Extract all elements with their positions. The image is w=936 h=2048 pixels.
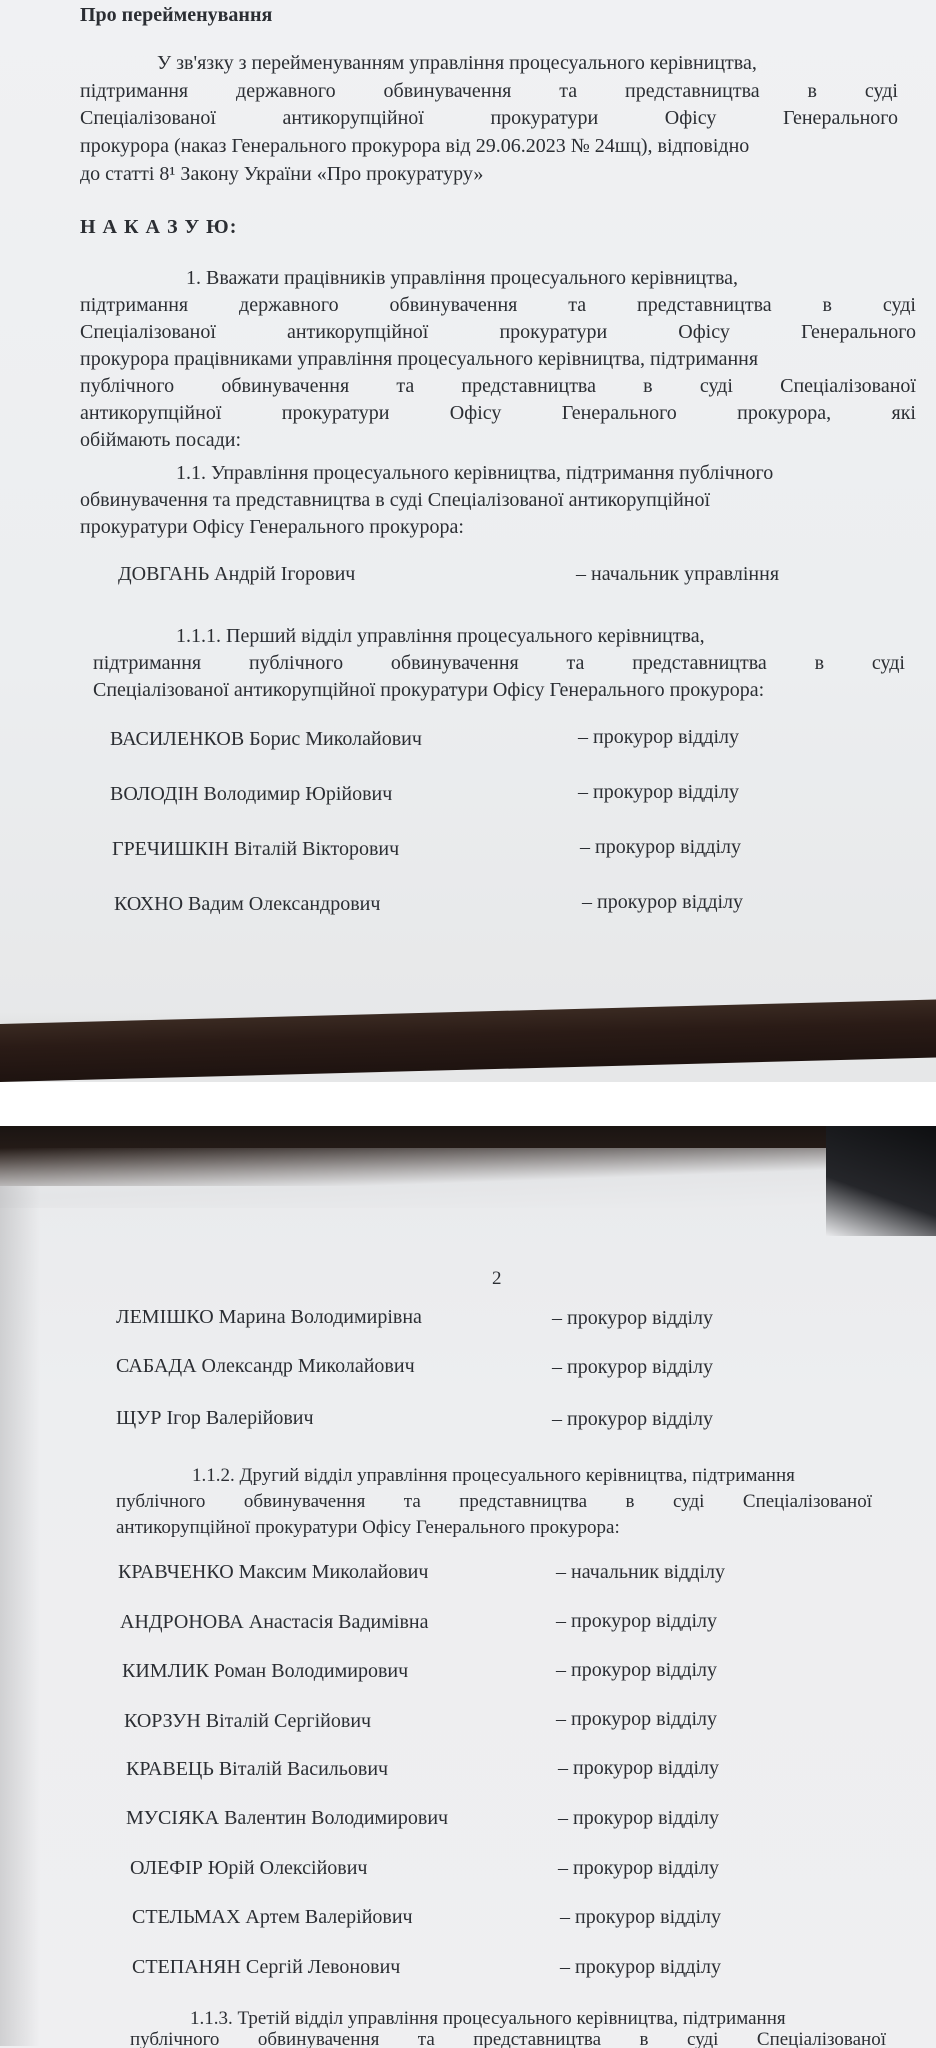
staff2-6-name: МУСІЯКА Валентин Володимирович — [126, 1807, 449, 1829]
staff2-2-position: – прокурор відділу — [556, 1610, 718, 1632]
order-heading: Про перейменування — [80, 4, 273, 26]
intro-line-2: підтримання державного обвинувачення та представництва в суді — [80, 80, 898, 102]
item-1-1-line-2: обвинувачення та представництва в суді Спеціалізованої антикорупційної — [80, 489, 711, 511]
item-1-1-1-line-1: 1.1.1. Перший відділ управління процесуального керівництва, — [176, 625, 705, 647]
item-1-line-7: обіймають посади: — [80, 429, 242, 451]
staff-4-name: КОХНО Вадим Олександрович — [114, 893, 381, 915]
staff2-7-position: – прокурор відділу — [558, 1857, 720, 1879]
item-1-1-2-line-3: антикорупційної прокуратури Офісу Генерального прокурора: — [116, 1517, 620, 1538]
staff2-9-position: – прокурор відділу — [560, 1956, 722, 1978]
document-photo-page-2 — [0, 1126, 936, 2048]
item-1-line-6: антикорупційної прокуратури Офісу Генерального прокурора, які — [80, 402, 916, 424]
background-dark-corner — [826, 1126, 936, 1236]
staff2-4-name: КОРЗУН Віталій Сергійович — [124, 1710, 372, 1732]
order-word: Н А К А З У Ю: — [80, 216, 238, 238]
item-1-1-2-line-2: публічного обвинувачення та представництва в суді Спеціалізованої — [116, 1491, 872, 1512]
staff-2-name: ВОЛОДІН Володимир Юрійович — [110, 783, 393, 805]
item-1-1-2-line-1: 1.1.2. Другий відділ управління процесуального керівництва, підтримання — [192, 1465, 795, 1486]
staff-6-name: САБАДА Олександр Миколайович — [116, 1355, 415, 1377]
staff-3-name: ГРЕЧИШКІН Віталій Вікторович — [112, 838, 400, 860]
staff-4-position: – прокурор відділу — [582, 891, 744, 913]
staff2-8-name: СТЕЛЬМАХ Артем Валерійович — [132, 1906, 413, 1928]
page-number: 2 — [492, 1268, 502, 1289]
page-fold-shadow — [0, 1186, 40, 2046]
head-person-name: ДОВГАНЬ Андрій Ігорович — [118, 563, 356, 585]
item-1-line-5: публічного обвинувачення та представництва в суді Спеціалізованої — [80, 375, 916, 397]
staff-3-position: – прокурор відділу — [580, 836, 742, 858]
intro-line-5: до статті 8¹ Закону України «Про прокуратуру» — [80, 163, 484, 185]
item-1-1-line-3: прокуратури Офісу Генерального прокурора: — [80, 516, 464, 538]
staff-7-name: ЩУР Ігор Валерійович — [116, 1407, 314, 1429]
item-1-1-1-line-2: підтримання публічного обвинувачення та представництва в суді — [93, 652, 905, 674]
staff-7-position: – прокурор відділу — [552, 1408, 714, 1430]
item-1-line-4: прокурора працівниками управління процесуального керівництва, підтримання — [80, 348, 759, 370]
item-1-line-2: підтримання державного обвинувачення та представництва в суді — [80, 294, 916, 316]
photo-separator — [0, 1082, 936, 1126]
staff2-7-name: ОЛЕФІР Юрій Олексійович — [130, 1857, 368, 1879]
item-1-1-1-line-3: Спеціалізованої антикорупційної прокуратури Офісу Генерального прокурора: — [93, 679, 765, 701]
staff-1-name: ВАСИЛЕНКОВ Борис Миколайович — [110, 728, 422, 750]
intro-line-4: прокурора (наказ Генерального прокурора від 29.06.2023 № 24шц), відповідно — [80, 135, 750, 157]
staff-1-position: – прокурор відділу — [578, 726, 740, 748]
staff2-3-position: – прокурор відділу — [556, 1659, 718, 1681]
intro-line-1: У зв'язку з перейменуванням управління процесуального керівництва, — [157, 52, 757, 74]
staff2-1-position: – начальник відділу — [556, 1561, 726, 1583]
staff-2-position: – прокурор відділу — [578, 781, 740, 803]
staff-5-position: – прокурор відділу — [552, 1307, 714, 1329]
staff2-9-name: СТЕПАНЯН Сергій Левонович — [132, 1956, 401, 1978]
staff2-5-name: КРАВЕЦЬ Віталій Васильович — [126, 1758, 389, 1780]
staff2-6-position: – прокурор відділу — [558, 1807, 720, 1829]
staff-6-position: – прокурор відділу — [552, 1356, 714, 1378]
head-person-position: – начальник управління — [576, 563, 780, 585]
staff2-2-name: АНДРОНОВА Анастасія Вадимівна — [120, 1611, 429, 1633]
item-1-line-3: Спеціалізованої антикорупційної прокуратури Офісу Генерального — [80, 321, 916, 343]
item-1-1-line-1: 1.1. Управління процесуального керівництва, підтримання публічного — [176, 462, 774, 484]
staff2-3-name: КИМЛИК Роман Володимирович — [122, 1660, 409, 1682]
item-1-1-3-line-2: публічного обвинувачення та представництва в суді Спеціалізованої — [130, 2029, 886, 2048]
item-1-line-1: 1. Вважати працівників управління процесуального керівництва, — [186, 267, 739, 289]
item-1-1-3-line-1: 1.1.3. Третій відділ управління процесуального керівництва, підтримання — [190, 2008, 786, 2029]
staff2-1-name: КРАВЧЕНКО Максим Миколайович — [118, 1561, 429, 1583]
staff-5-name: ЛЕМІШКО Марина Володимирівна — [116, 1306, 422, 1328]
intro-line-3: Спеціалізованої антикорупційної прокуратури Офісу Генерального — [80, 107, 898, 129]
staff2-4-position: – прокурор відділу — [556, 1708, 718, 1730]
page-top-edge — [0, 1148, 936, 1208]
staff2-5-position: – прокурор відділу — [558, 1757, 720, 1779]
staff2-8-position: – прокурор відділу — [560, 1906, 722, 1928]
